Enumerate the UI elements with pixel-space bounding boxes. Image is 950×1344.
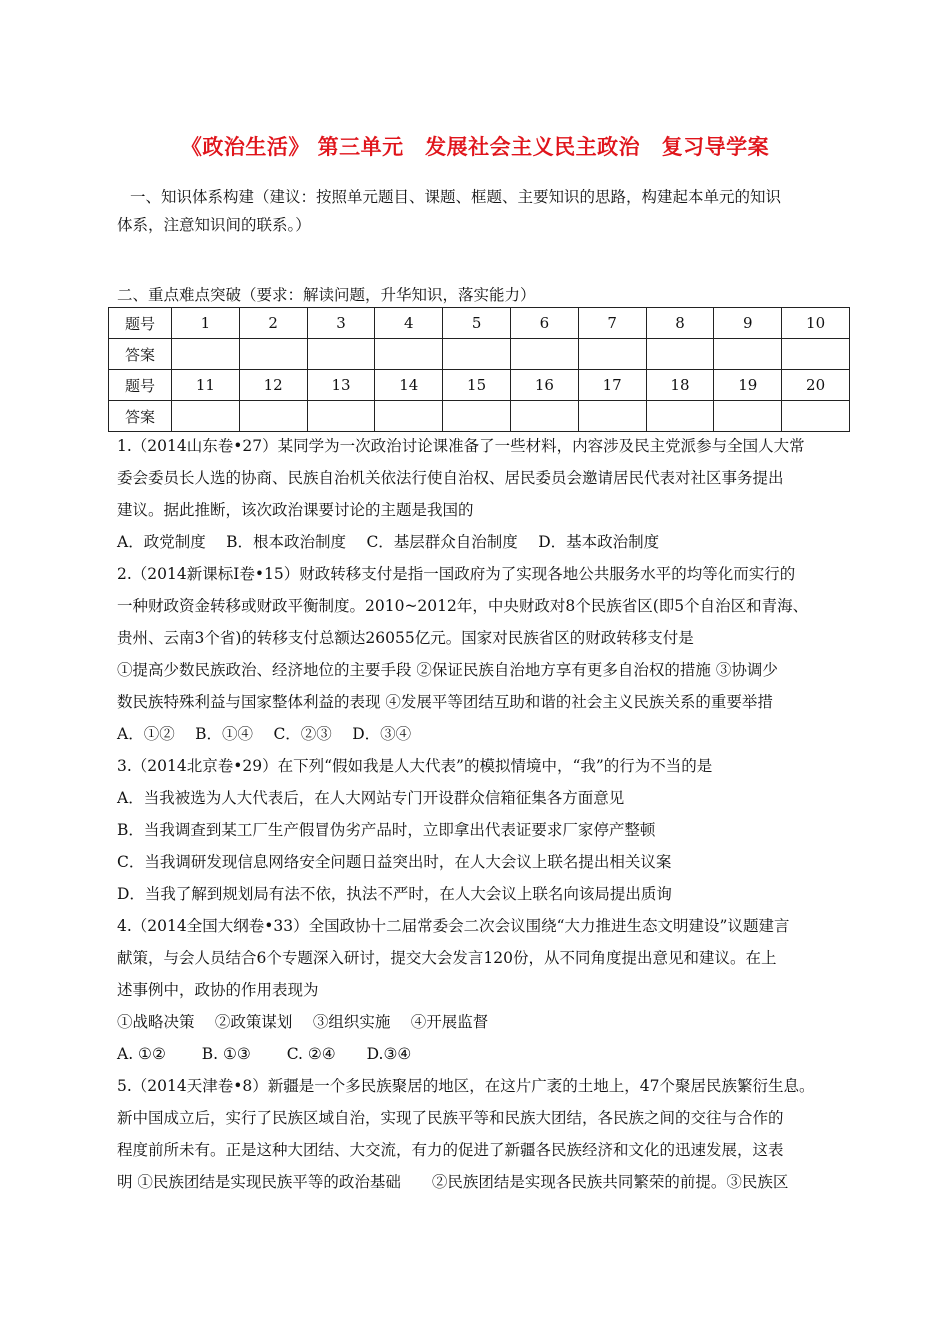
question-line: 程度前所未有。正是这种大团结、大交流，有力的促进了新疆各民族经济和文化的迅速发展，这表	[117, 1141, 784, 1159]
question-line: 2.（2014新课标Ⅰ卷•15）财政转移支付是指一国政府为了实现各地公共服务水平的均等化而实行的	[117, 565, 796, 583]
section-knowledge-system	[117, 183, 847, 239]
table-row	[109, 339, 850, 370]
question-line: 一种财政资金转移或财政平衡制度。2010~2012年，中央财政对8个民族省区(即5个自治区和青海、	[117, 597, 809, 615]
answer-cell[interactable]	[782, 401, 850, 432]
row-label: 答案	[109, 401, 172, 432]
question-number: 14	[375, 370, 443, 401]
question-line: 委会委员长人选的协商、民族自治机关依法行使自治权、居民委员会邀请居民代表对社区事务提出	[117, 469, 784, 487]
answer-cell[interactable]	[714, 339, 782, 370]
answer-cell[interactable]	[782, 339, 850, 370]
question-number: 16	[510, 370, 578, 401]
question-options: A．政党制度 B．根本政治制度 C．基层群众自治制度 D．基本政治制度	[117, 533, 660, 551]
question-option: B．当我调查到某工厂生产假冒伪劣产品时，立即拿出代表证要求厂家停产整顿	[117, 821, 656, 839]
question-line: ①提高少数民族政治、经济地位的主要手段 ②保证民族自治地方享有更多自治权的措施 ③协调少	[117, 661, 778, 679]
question-number: 3	[307, 308, 375, 339]
answer-cell[interactable]	[646, 401, 714, 432]
question-number: 12	[239, 370, 307, 401]
answer-cell[interactable]	[443, 401, 511, 432]
question-number: 18	[646, 370, 714, 401]
question-number: 15	[443, 370, 511, 401]
section-key-points-heading: 二、重点难点突破（要求：解读问题，升华知识，落实能力）	[117, 286, 536, 304]
question-line: 建议。据此推断，该次政治课要讨论的主题是我国的	[117, 501, 474, 519]
answer-cell[interactable]	[510, 339, 578, 370]
question-line: 献策，与会人员结合6个专题深入研讨，提交大会发言120份，从不同角度提出意见和建议。在上	[117, 949, 777, 967]
question-line: 贵州、云南3个省)的转移支付总额达26055亿元。国家对民族省区的财政转移支付是	[117, 629, 694, 647]
answer-cell[interactable]	[172, 339, 240, 370]
question-number: 10	[782, 308, 850, 339]
question-option: D．当我了解到规划局有法不依，执法不严时，在人大会议上联名向该局提出质询	[117, 885, 672, 903]
question-line: 5.（2014天津卷•8）新疆是一个多民族聚居的地区，在这片广袤的土地上，47个聚居民族繁衍生息。	[117, 1077, 815, 1095]
table-row	[109, 308, 850, 339]
question-number: 13	[307, 370, 375, 401]
question-number: 8	[646, 308, 714, 339]
answer-cell[interactable]	[307, 339, 375, 370]
row-label: 题号	[109, 308, 172, 339]
answer-cell[interactable]	[578, 401, 646, 432]
question-line: 述事例中，政协的作用表现为	[117, 981, 319, 999]
question-number: 20	[782, 370, 850, 401]
question-number: 19	[714, 370, 782, 401]
answer-table	[108, 307, 850, 432]
question-number: 17	[578, 370, 646, 401]
answer-cell[interactable]	[375, 401, 443, 432]
question-number: 4	[375, 308, 443, 339]
answer-cell[interactable]	[714, 401, 782, 432]
question-number: 9	[714, 308, 782, 339]
question-options: A. ①② B. ①③ C. ②④ D.③④	[117, 1045, 412, 1063]
answer-cell[interactable]	[646, 339, 714, 370]
answer-cell[interactable]	[239, 339, 307, 370]
question-line: 新中国成立后，实行了民族区域自治，实现了民族平等和民族大团结，各民族之间的交往与合作的	[117, 1109, 784, 1127]
question-option: A．当我被选为人大代表后，在人大网站专门开设群众信箱征集各方面意见	[117, 789, 625, 807]
answer-cell[interactable]	[578, 339, 646, 370]
question-number: 11	[172, 370, 240, 401]
section1-line: 一、知识体系构建（建议：按照单元题目、课题、框题、主要知识的思路，构建起本单元的知识	[130, 188, 782, 206]
question-line: ①战略决策 ②政策谋划 ③组织实施 ④开展监督	[117, 1013, 489, 1031]
question-line: 1.（2014山东卷•27）某同学为一次政治讨论课准备了一些材料，内容涉及民主党派参与全国人大常	[117, 437, 805, 455]
table-row	[109, 370, 850, 401]
answer-cell[interactable]	[307, 401, 375, 432]
row-label: 题号	[109, 370, 172, 401]
question-number: 6	[510, 308, 578, 339]
question-1	[117, 430, 857, 1198]
question-line: 4.（2014全国大纲卷•33）全国政协十二届常委会二次会议围绕“大力推进生态文明建设”议题建言	[117, 917, 790, 935]
question-line: 数民族特殊利益与国家整体利益的表现 ④发展平等团结互助和谐的社会主义民族关系的重要举措	[117, 693, 773, 711]
answer-cell[interactable]	[239, 401, 307, 432]
question-line: 3.（2014北京卷•29）在下列“假如我是人大代表”的模拟情境中，“我”的行为不当的是	[117, 757, 713, 775]
question-option: C．当我调研发现信息网络安全问题日益突出时，在人大会议上联名提出相关议案	[117, 853, 672, 871]
question-number: 1	[172, 308, 240, 339]
answer-cell[interactable]	[375, 339, 443, 370]
question-number: 5	[443, 308, 511, 339]
answer-cell[interactable]	[172, 401, 240, 432]
question-number: 7	[578, 308, 646, 339]
section1-line: 体系，注意知识间的联系。）	[117, 216, 311, 234]
answer-cell[interactable]	[443, 339, 511, 370]
table-row	[109, 401, 850, 432]
row-label: 答案	[109, 339, 172, 370]
question-line: 明 ①民族团结是实现民族平等的政治基础 ②民族团结是实现各民族共同繁荣的前提。③民族区	[117, 1173, 789, 1191]
answer-cell[interactable]	[510, 401, 578, 432]
question-number: 2	[239, 308, 307, 339]
page-title: 《政治生活》 第三单元 发展社会主义民主政治 复习导学案	[180, 135, 770, 159]
question-options: A．①② B．①④ C．②③ D．③④	[117, 725, 412, 743]
